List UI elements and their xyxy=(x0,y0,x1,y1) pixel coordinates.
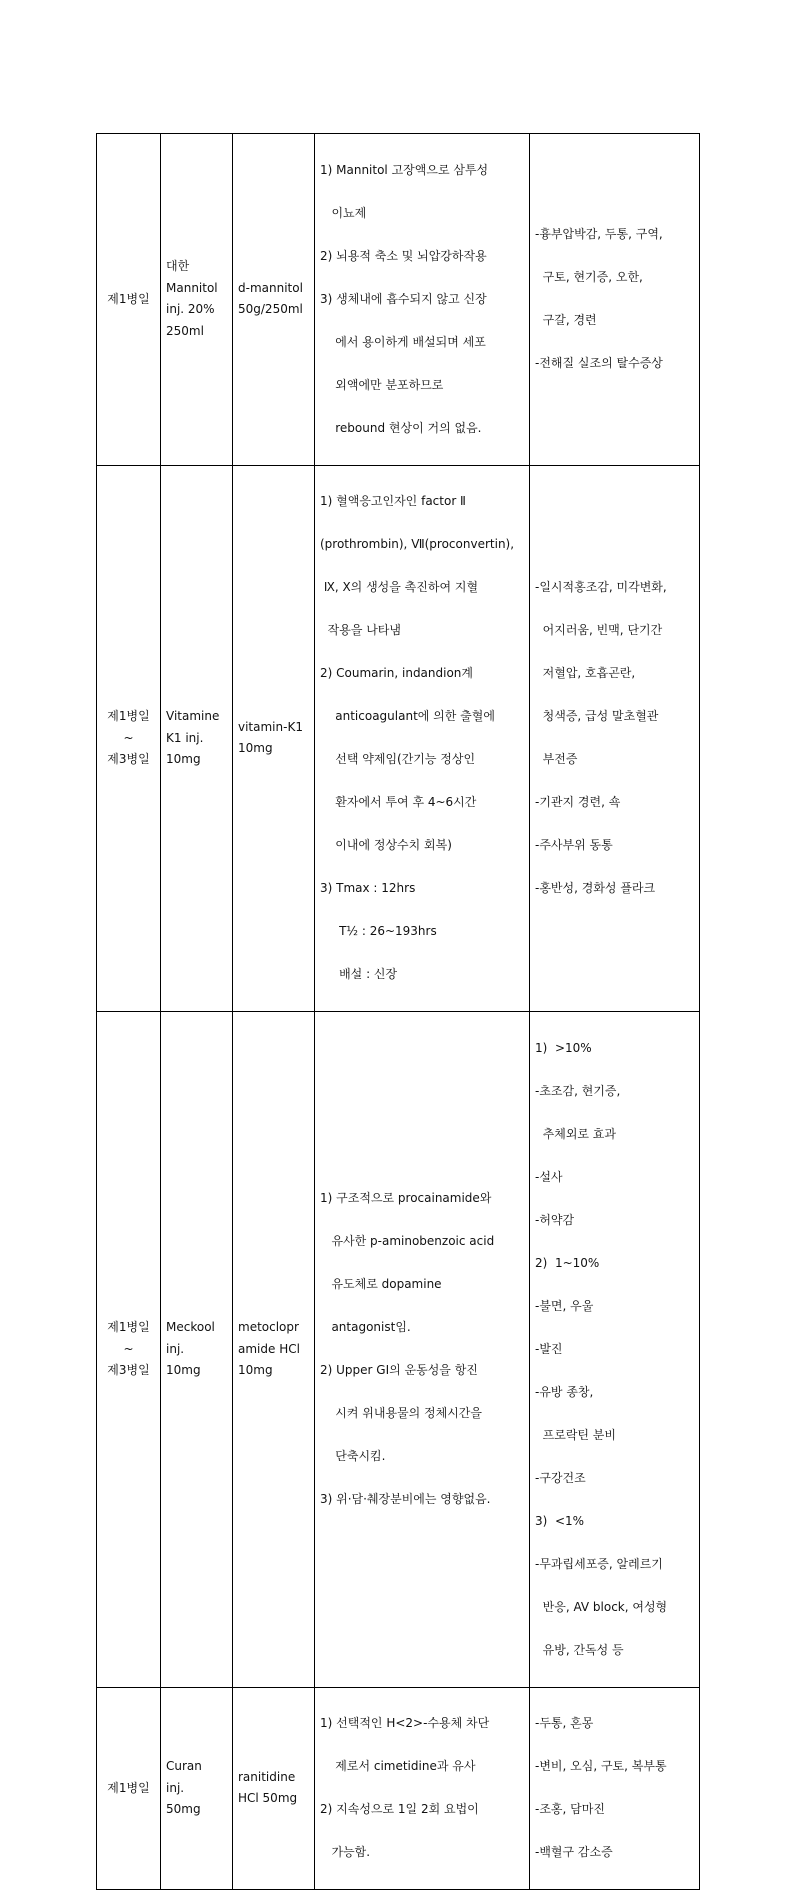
side-effect-line: -조홍, 담마진 xyxy=(535,1802,605,1816)
product-cell: Vitamine K1 inj. 10mg xyxy=(161,465,233,1012)
ingredient-cell: ranitidine HCl 50mg xyxy=(233,1687,315,1890)
effect-cell xyxy=(315,1687,530,1890)
side-effect-line: -설사 xyxy=(535,1169,563,1184)
ingredient-cell: vitamin-K1 10mg xyxy=(233,465,315,1012)
day-cell: 제1병일 ~ 제3병일 xyxy=(97,1012,161,1688)
effect-line: 유도체로 dopamine xyxy=(320,1277,442,1291)
effect-cell xyxy=(315,1012,530,1688)
effect-line: 이뇨제 xyxy=(320,205,367,220)
table-row xyxy=(97,1012,700,1688)
effect-line: 3) 생체내에 흡수되지 않고 신장 xyxy=(320,291,487,306)
side-effect-cell xyxy=(530,134,700,466)
side-effect-line: -주사부위 동통 xyxy=(535,838,613,852)
effect-line: 2) 지속성으로 1일 2회 요법이 xyxy=(320,1802,479,1816)
effect-cell xyxy=(315,465,530,1012)
effect-line: rebound 현상이 거의 없음. xyxy=(320,420,482,435)
effect-line: 1) 선택적인 H<2>-수용체 차단 xyxy=(320,1716,490,1730)
effect-line: antagonist임. xyxy=(320,1320,411,1334)
side-effect-line: 2) 1~10% xyxy=(535,1255,600,1270)
side-effect-line: -백혈구 감소증 xyxy=(535,1845,613,1859)
effect-line: 작용을 나타냄 xyxy=(320,623,401,637)
product-cell: 대한 Mannitol inj. 20% 250ml xyxy=(161,134,233,466)
side-effect-line: 청색증, 급성 말초혈관 xyxy=(535,709,659,723)
effect-line: anticoagulant에 의한 출혈에 xyxy=(320,709,495,723)
effect-line: 단축시킴. xyxy=(320,1449,386,1463)
effect-line: 유사한 p-aminobenzoic acid xyxy=(320,1234,495,1248)
effect-line: 이내에 정상수치 회복) xyxy=(320,838,452,852)
effect-line: 1) 혈액응고인자인 factor Ⅱ xyxy=(320,494,466,508)
effect-line: 선택 약제임(간기능 정상인 xyxy=(320,752,476,766)
side-effect-line: 구토, 현기증, 오한, xyxy=(535,270,643,284)
side-effect-line: 3) <1% xyxy=(535,1513,585,1528)
side-effect-line: -불면, 우울 xyxy=(535,1298,594,1313)
side-effect-line: -변비, 오심, 구토, 복부통 xyxy=(535,1759,667,1773)
ingredient-cell: metoclopr amide HCl 10mg xyxy=(233,1012,315,1688)
effect-line: 제로서 cimetidine과 유사 xyxy=(320,1759,476,1773)
table-row xyxy=(97,1687,700,1890)
effect-line: 2) Coumarin, indandion계 xyxy=(320,666,474,680)
effect-line: 시켜 위내용물의 정체시간을 xyxy=(320,1406,482,1420)
effect-line: 2) 뇌용적 축소 및 뇌압강하작용 xyxy=(320,248,487,263)
side-effect-line: 추체외로 효과 xyxy=(535,1126,616,1141)
side-effect-line: -무과립세포증, 알레르기 xyxy=(535,1556,663,1571)
side-effect-line: -기관지 경련, 쇽 xyxy=(535,795,621,809)
side-effect-line: -유방 종창, xyxy=(535,1384,594,1399)
effect-line: 가능함. xyxy=(320,1845,371,1859)
side-effect-line: 구갈, 경련 xyxy=(535,313,597,327)
side-effect-line: 1) >10% xyxy=(535,1040,592,1055)
effect-line: 1) 구조적으로 procainamide와 xyxy=(320,1191,492,1205)
table-row xyxy=(97,134,700,466)
side-effect-line: 저혈압, 호흡곤란, xyxy=(535,666,636,680)
side-effect-line: 부전증 xyxy=(535,752,578,766)
product-cell: Meckool inj. 10mg xyxy=(161,1012,233,1688)
side-effect-line: -발진 xyxy=(535,1341,563,1356)
side-effect-line: 유방, 간독성 등 xyxy=(535,1642,624,1657)
product-cell: Curan inj. 50mg xyxy=(161,1687,233,1890)
effect-line: 2) Upper GI의 운동성을 항진 xyxy=(320,1363,478,1377)
side-effect-line: -홍반성, 경화성 플라크 xyxy=(535,881,656,895)
effect-line: 배설 : 신장 xyxy=(320,967,398,981)
side-effect-line: -허약감 xyxy=(535,1212,575,1227)
drug-table xyxy=(96,133,700,1890)
side-effect-line: 프로락틴 분비 xyxy=(535,1427,616,1442)
side-effect-line: -흉부압박감, 두통, 구역, xyxy=(535,227,663,241)
side-effect-line: -구강건조 xyxy=(535,1470,586,1485)
side-effect-cell xyxy=(530,1687,700,1890)
side-effect-cell xyxy=(530,465,700,1012)
effect-cell xyxy=(315,134,530,466)
side-effect-line: 어지러움, 빈맥, 단기간 xyxy=(535,623,663,637)
effect-line: Ⅸ, Ⅹ의 생성을 촉진하여 지혈 xyxy=(320,580,479,594)
day-cell: 제1병일 xyxy=(97,1687,161,1890)
effect-line: T½ : 26~193hrs xyxy=(320,924,437,938)
side-effect-line: -전해질 실조의 탈수증상 xyxy=(535,356,663,370)
day-cell: 제1병일 ~ 제3병일 xyxy=(97,465,161,1012)
effect-line: 1) Mannitol 고장액으로 삼투성 xyxy=(320,162,489,177)
side-effect-line: 반응, AV block, 여성형 xyxy=(535,1599,668,1614)
side-effect-line: -두통, 혼몽 xyxy=(535,1716,594,1730)
side-effect-cell xyxy=(530,1012,700,1688)
effect-line: 3) Tmax : 12hrs xyxy=(320,881,416,895)
side-effect-line: -일시적홍조감, 미각변화, xyxy=(535,580,667,594)
day-cell: 제1병일 xyxy=(97,134,161,466)
effect-line: 3) 위·담·췌장분비에는 영향없음. xyxy=(320,1492,491,1506)
ingredient-cell: d-mannitol 50g/250ml xyxy=(233,134,315,466)
table-row xyxy=(97,465,700,1012)
effect-line: 환자에서 투여 후 4~6시간 xyxy=(320,795,477,809)
effect-line: 외액에만 분포하므로 xyxy=(320,377,444,392)
side-effect-line: -초조감, 현기증, xyxy=(535,1083,621,1098)
effect-line: 에서 용이하게 배설되며 세포 xyxy=(320,334,486,349)
effect-line: (prothrombin), Ⅶ(proconvertin), xyxy=(320,537,515,551)
